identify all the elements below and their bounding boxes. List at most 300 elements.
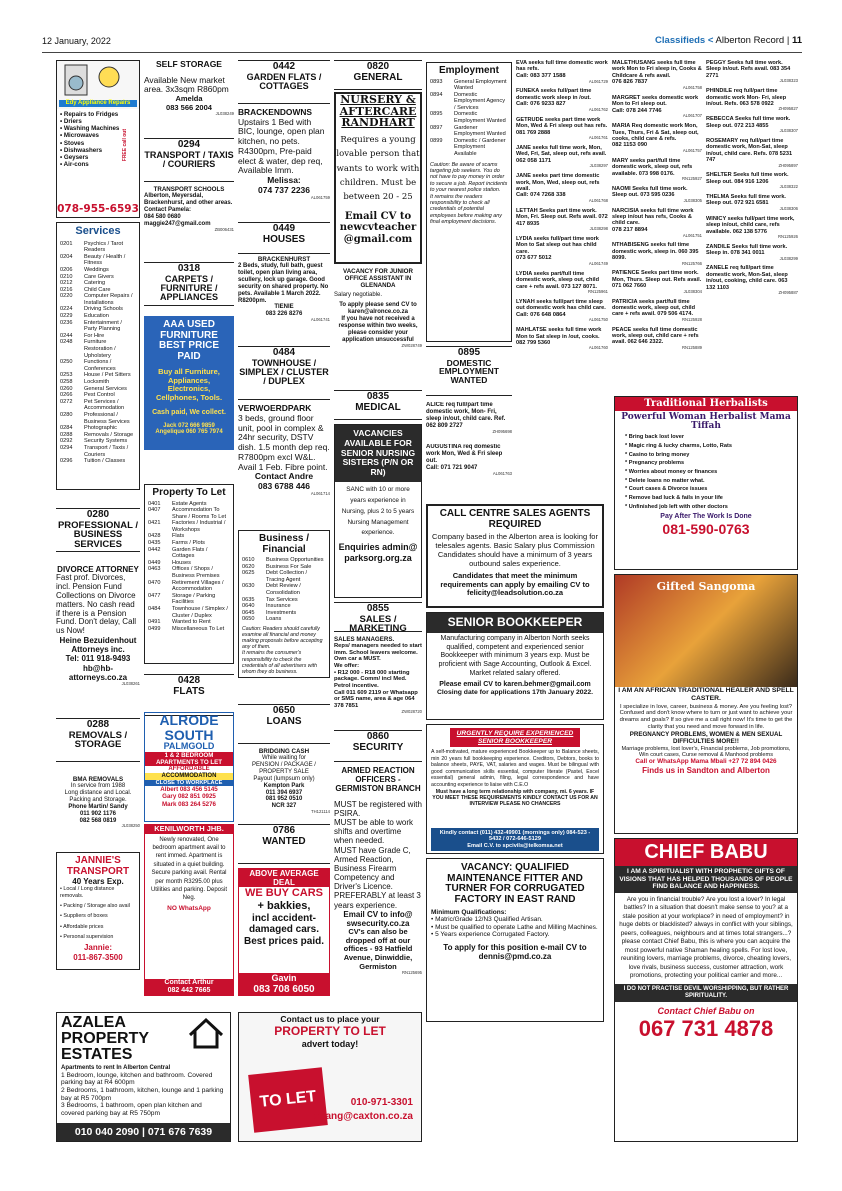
ad-title: ABOVE AVERAGE DEAL xyxy=(239,869,329,887)
aaa-furniture-ad xyxy=(144,316,234,450)
category-number: 0650 xyxy=(272,705,296,716)
ad-close: CLOSE TO WORKPLACE xyxy=(145,780,233,786)
ad-body: Requires a young lovable person that wants to work with children. Must be between 20 - 25 xyxy=(336,134,420,203)
ad-apply[interactable]: To apply for this position e-mail CV to dennis@pmd.co.za xyxy=(443,942,587,962)
ad-code: ZW028749 xyxy=(401,342,422,348)
category-0786 xyxy=(238,824,330,864)
ad-code: AL061763 xyxy=(492,470,512,476)
domestic-listing xyxy=(706,88,798,112)
list-code: 0212 xyxy=(60,280,73,287)
list-label: Weddings xyxy=(84,266,109,273)
list-code: 0280 xyxy=(60,411,73,418)
ad-note: NO WhatsApp xyxy=(167,904,211,912)
ad-closing: Closing date for applications 17th January 2022. xyxy=(437,688,593,696)
brackenhurst-ad xyxy=(238,256,330,346)
ad-title: VERWOERDPARK xyxy=(238,404,312,413)
business-title: Business / Financial xyxy=(258,533,310,555)
domestic-listing xyxy=(612,299,702,323)
property-to-let-promo xyxy=(238,1012,422,1142)
category-0650 xyxy=(238,704,330,744)
business-item xyxy=(242,583,326,596)
domestic-listing xyxy=(516,173,608,204)
services-item xyxy=(60,445,136,458)
domestic-listing-column-a xyxy=(516,60,608,490)
ad-subtitle: 40 Years Exp. xyxy=(72,877,124,886)
ad-contact: Contact Chief Babu on xyxy=(657,1005,755,1016)
domestic-listing xyxy=(612,123,702,154)
ad-location: Finds us in Sandton and Alberton xyxy=(642,765,770,775)
domestic-listing xyxy=(706,172,798,190)
listing-code: JL038307 xyxy=(779,128,798,134)
senior-bookkeeper-ad xyxy=(426,612,604,720)
ad-contact[interactable]: Jack 072 666 9859 Angelique 060 765 7974 xyxy=(155,422,223,436)
ad-phone[interactable]: 081-590-0763 xyxy=(662,521,750,538)
listing-phone[interactable]: Call: 083 377 1588 xyxy=(516,72,566,79)
ad-body: While waiting for PENSION / PACKAGE / PROPERTY SALE Payout (lumpsum only) xyxy=(252,755,316,782)
category-title: HOUSES xyxy=(262,233,306,245)
domestic-listing xyxy=(612,186,702,204)
listing-text: MALETHUSANG seeks full time work Mon to Fri sleep in, Cooks & Childcare & refs avail. xyxy=(612,60,702,79)
ad-location: Kempton Park xyxy=(263,782,305,789)
list-label: Driving Schools xyxy=(84,306,123,313)
business-item xyxy=(242,570,326,583)
listing-code: AL061749 xyxy=(588,260,608,266)
list-label: Beauty / Health / Fitness xyxy=(84,253,126,267)
listing-code: RN125889 xyxy=(681,344,702,350)
list-label: Houses xyxy=(172,559,191,566)
property-item xyxy=(148,606,230,619)
category-0288 xyxy=(56,718,140,762)
promo-phone[interactable]: 010-971-3301 xyxy=(350,1097,413,1108)
employment-item xyxy=(430,92,508,112)
ad-contact[interactable]: Phone Martin/ Sandy 011 902 1176 082 568 0819 xyxy=(68,803,128,824)
ad-code: RN125695 xyxy=(401,970,422,976)
we-buy-cars-ad xyxy=(238,868,330,996)
paper-name: Alberton Record xyxy=(715,36,785,46)
listing-phone[interactable]: Call: 076 648 0864 xyxy=(516,311,566,318)
property-item xyxy=(148,593,230,606)
promo-email[interactable]: logang@caxton.co.za xyxy=(310,1111,413,1122)
ad-phone[interactable]: 083 566 2004 xyxy=(166,102,212,112)
listing-code: AL061762 xyxy=(588,106,608,112)
listing-phone[interactable]: 076 826 7837 xyxy=(612,79,648,86)
herbalist-item: * Bring back lost lover xyxy=(625,434,685,441)
ad-body: Newly renovated, One bedroom apartment avail to rent immed. Apartment is situated in a quiet building. Secure parking avail. Rental per month R3295.00 plus Utilities and parking. Deposit Neg. xyxy=(150,836,228,902)
category-title: TRANSPORT / TAXIS / COURIERS xyxy=(144,149,234,169)
list-code: 0204 xyxy=(60,253,73,260)
listing-text: THELMA Seeks full time work. Sleep out. 072 921 6581 xyxy=(706,194,786,207)
property-item xyxy=(148,501,230,508)
business-item xyxy=(242,564,326,571)
category-number: 0484 xyxy=(272,347,296,358)
category-0442 xyxy=(238,60,330,104)
promo-top: Contact us to place your xyxy=(280,1014,380,1024)
list-label: Farms / Plots xyxy=(172,540,205,547)
category-0318 xyxy=(144,262,234,306)
category-number: 0786 xyxy=(272,825,296,836)
list-code: 0294 xyxy=(60,444,73,451)
domestic-listing xyxy=(612,208,702,239)
listing-phone[interactable]: 073 677 5012 xyxy=(516,255,552,262)
services-item xyxy=(60,386,136,393)
services-item xyxy=(60,339,136,359)
listing-code: AL061761 xyxy=(588,134,608,140)
ad-contact-name: Gavin xyxy=(271,973,297,984)
ad-subtitle: Apartments to rent In Alberton Central xyxy=(61,1065,171,1071)
ad-apply[interactable]: To apply please send CV to karen@alronce.co.za If you have not received a response within two weeks, please consider your application unsuccessful xyxy=(338,302,418,343)
edy-item: • Driers xyxy=(60,118,82,126)
list-code: 0449 xyxy=(148,559,161,566)
edy-logo xyxy=(57,61,139,109)
ad-line: incl accident-damaged cars. xyxy=(248,912,320,936)
ad-contact[interactable]: Kindly contact (011) 432-49901 (mornings only) 084-523 - 5432 / 072-646-5129 Email C.V. to spcivils@telkomsa.net xyxy=(431,828,599,851)
list-code: 0272 xyxy=(60,398,73,405)
ad-contact[interactable]: Contact Arthur 082 442 7665 xyxy=(145,979,233,995)
list-code: 0650 xyxy=(242,616,255,623)
edy-list xyxy=(57,109,139,168)
junior-office-ad xyxy=(334,268,422,388)
header-separator: | xyxy=(786,36,790,46)
ad-body: Available New market area. 3x3sqm R860pm xyxy=(144,74,229,95)
list-label: General Services xyxy=(84,385,127,392)
list-label: Professional / Business Services xyxy=(84,411,130,425)
edy-item: • Washing Machines xyxy=(60,125,120,133)
ad-title: TRANSPORT SCHOOLS xyxy=(153,186,225,193)
employment-title: Employment xyxy=(438,65,499,76)
property-item xyxy=(148,580,230,593)
list-label: Security Systems xyxy=(84,438,128,445)
ad-body: Reps/ managers needed to start imm. School leavers welcome. Own car a MUST. We offer: • R12 000 - R18 000 starting package. Comm/ incl Med. Petrol incentive. Call 011 609 2119 or Whatsapp or SMS name, area & age 064 378 7851 xyxy=(334,643,422,710)
ad-title: CHIEF BABU xyxy=(615,839,797,866)
issue-date: 12 January, 2022 xyxy=(42,36,111,46)
ad-heading: I AM AN AFRICAN TRADITIONAL HEALER AND SPELL CASTER. xyxy=(618,687,794,702)
property-item xyxy=(148,626,230,633)
herbalist-item: * Delete loans no matter what. xyxy=(625,477,705,484)
ad-email[interactable]: Email CV to info@ swsecurity.co.za xyxy=(343,909,413,928)
ad-title: SENIOR BOOKKEEPER xyxy=(427,613,603,633)
jannies-transport-ad xyxy=(56,852,140,970)
list-code: 0229 xyxy=(60,313,73,320)
list-label: Business For Sale xyxy=(266,563,312,570)
ad-contact-name: Jannie: xyxy=(83,943,112,953)
verwoerdpark-ad xyxy=(238,404,330,522)
listing-phone[interactable]: Call: 078 244 7746 xyxy=(612,107,662,114)
ad-phone[interactable]: Albert 083 456 5145 xyxy=(160,786,218,794)
ad-contact[interactable]: Contact Andre 083 6788 446 xyxy=(254,471,314,492)
promo-title: PROPERTY TO LET xyxy=(274,1023,386,1038)
employment-item xyxy=(430,111,508,124)
services-item xyxy=(60,458,136,465)
domestic-listing xyxy=(706,244,798,262)
list-code: 0491 xyxy=(148,619,161,626)
category-number: 0318 xyxy=(177,263,201,274)
ad-title: VACANCY FOR JUNIOR OFFICE ASSISTANT IN GLENANDA xyxy=(343,268,413,290)
list-label: Functions / Conferences xyxy=(84,359,116,372)
list-label: Factories / Industrial / Workshops xyxy=(172,520,226,533)
ad-cash: Cash paid, We collect. xyxy=(152,408,226,416)
services-item xyxy=(60,274,136,281)
listing-phone[interactable]: 082 1153 090 xyxy=(612,142,648,149)
list-code: 0216 xyxy=(60,286,73,293)
services-item xyxy=(60,412,136,425)
domestic-listing xyxy=(706,138,798,169)
ad-body: Buy all Furniture, Appliances, Electronics, Cellphones, Tools. xyxy=(155,367,223,402)
edy-item: • Geysers xyxy=(60,153,89,161)
listing-code: ZH095827 xyxy=(778,106,798,112)
ad-phone[interactable]: 067 731 4878 xyxy=(638,1015,774,1041)
list-label: Insurance xyxy=(266,603,291,610)
list-label: Locksmith xyxy=(84,379,110,386)
ad-title: JANNIE'S TRANSPORT xyxy=(66,855,130,877)
list-code: 0610 xyxy=(242,557,255,563)
property-list xyxy=(148,501,230,633)
list-code: 0248 xyxy=(60,339,73,346)
ad-email[interactable]: Please email CV to karen.behmer@gmail.com xyxy=(439,680,591,688)
urgent-bookkeeper-ad xyxy=(426,724,604,854)
list-label: Domestic Employment Wanted xyxy=(454,111,506,125)
services-item xyxy=(60,359,136,372)
herbalist-item: * Remove bad luck & fails in your life xyxy=(625,494,723,501)
listing-text: ROSEMARY req full/part time domestic work, Mon-Sat, sleep in/out, child care. Refs. 078 5231 747 xyxy=(706,137,793,164)
ad-title: KENILWORTH JHB. xyxy=(145,825,233,834)
category-0895 xyxy=(426,346,512,396)
ad-line: Best prices paid. xyxy=(243,935,325,947)
ad-phone[interactable]: Call or WhatsApp Mama Mbali +27 72 894 0426 xyxy=(635,758,777,766)
domestic-listing xyxy=(516,117,608,141)
ad-code: JL038261 xyxy=(121,680,140,686)
business-caution: Caution: Readers should carefully examine all financial and money making proposals before accepting any of them. It remains the consumer's responsibility to check the credentials of all advertisers with whom they do business. xyxy=(242,625,323,675)
domestic-listing xyxy=(612,327,702,351)
page-number: 11 xyxy=(791,36,802,46)
ad-item: • Packing / Storage also avail xyxy=(60,902,130,909)
listing-text: FUNEKA seeks full/part time domestic work sleep in /out. xyxy=(516,88,592,101)
ad-phone[interactable]: 011 394 6937 081 952 0510 xyxy=(265,789,303,803)
category-0484 xyxy=(238,346,330,400)
listing-code: AL061751 xyxy=(682,232,702,238)
list-code: 0635 xyxy=(242,596,255,603)
ad-title: NURSERY & AFTERCARE RANDHART xyxy=(339,93,417,130)
category-title: TOWNHOUSE / SIMPLEX / CLUSTER / DUPLEX xyxy=(239,357,329,387)
list-label: Business Opportunities xyxy=(266,557,324,563)
list-label: Townhouse / Simplex / Cluster / Duplex xyxy=(172,606,228,619)
list-label: Entertainment / Party Planning xyxy=(84,319,122,333)
ad-body: I specialize in love, career, business & money. Are you feeling lost? Confused and don't know where to turn or just want to achieve your dreams and goals? If so give me a call right now! It's time to get the clarity that you need and move forward in life. xyxy=(619,703,793,730)
category-0449 xyxy=(238,222,330,254)
edy-item: • Microwaves xyxy=(60,132,99,140)
ad-banner: Traditional Herbalists xyxy=(615,397,797,411)
services-item xyxy=(60,432,136,439)
ad-enquiries[interactable]: Enquiries admin@ parksorg.org.za xyxy=(338,542,418,563)
ad-body: Salary negotiable. xyxy=(334,292,383,299)
list-code: 0288 xyxy=(60,431,73,438)
cars-contact xyxy=(239,973,329,995)
header-right xyxy=(655,36,802,47)
list-code: 0463 xyxy=(148,566,161,573)
business-item xyxy=(242,557,326,564)
services-item xyxy=(60,293,136,306)
ad-item: 3 Bedrooms, 1 bathroom, open plan kitchen and covered parking bay at R5 750pm xyxy=(61,1102,202,1117)
ad-phone[interactable]: Call: 071 721 9047 xyxy=(426,464,478,471)
list-label: Education xyxy=(84,313,109,320)
house-icon xyxy=(186,1015,226,1051)
ad-phone[interactable]: 074 737 2236 xyxy=(258,185,310,196)
header-rule xyxy=(42,52,802,53)
list-label: Loans xyxy=(266,616,282,623)
category-number: 0835 xyxy=(366,391,390,402)
ad-body: In service from 1988 Long distance and Local. Packing and Storage. xyxy=(64,783,132,803)
promo-sub: advert today! xyxy=(301,1038,359,1049)
listing-text: PATRICIA seeks part/full time domestic work, sleep out, child care + refs avail. 079 506 4174. xyxy=(612,298,695,318)
ad-code: ZH095698 xyxy=(492,428,512,434)
list-label: Tuition / Classes xyxy=(84,458,126,465)
ad-body: Manufacturing company in Alberton North seeks qualified, competent and experienced senior Bookkeeper with minimum 3 years exp. Must be proficient with Sage Accounting, Outlook & Excel. Market related salary offered. xyxy=(438,634,592,677)
listing-code: AL061760 xyxy=(588,345,608,351)
listing-text: PATIENCE Seeks part time work. Mon, Thurs. Sleep out. Refs avail. 071 062 7660 xyxy=(612,270,702,290)
edy-phone: 078-955-6593 xyxy=(57,202,139,215)
listing-code: JL038323 xyxy=(779,78,798,84)
list-code: 0897 xyxy=(430,124,443,131)
list-label: Transport / Taxis / Couriers xyxy=(84,444,129,458)
listing-text: PHINDILE req full/part time domestic work Mon- Fri, sleep in/out. Refs. 063 578 0922 xyxy=(706,88,787,107)
listing-phone[interactable]: 078 217 8894 xyxy=(612,226,648,233)
fitter-turner-ad xyxy=(426,858,604,1022)
ad-body: Fast prof. Divorces, incl. Pension Fund Collections on Divorce matters. No cash read if there is a Pension Fund. Don't delay, Call us Now! xyxy=(56,573,137,636)
list-label: Domestic / Gardener Employment Available xyxy=(454,137,506,158)
list-label: Computer Repairs / Installations xyxy=(84,293,133,306)
ad-phone[interactable]: Mark 083 264 5276 xyxy=(161,800,216,808)
category-0860 xyxy=(334,730,422,762)
domestic-listing xyxy=(516,327,608,351)
listing-text: NTHABISENG seeks full time domestic work, sleep in. 060 395 8099. xyxy=(612,242,699,262)
herbalist-list xyxy=(615,431,797,513)
brackendowns-ad xyxy=(238,108,330,218)
ad-email[interactable]: hb@hb-attorneys.co.za xyxy=(68,663,128,682)
list-label: Retirement Villages / Accommodation xyxy=(172,579,224,593)
list-code: 0442 xyxy=(148,546,161,553)
list-label: Miscellaneous To Let xyxy=(172,625,225,632)
services-list xyxy=(60,241,136,465)
sangoma-photo xyxy=(615,575,797,687)
list-code: 0260 xyxy=(60,385,73,392)
category-title: WANTED xyxy=(262,835,306,847)
list-label: Domestic Employment Agency / Services xyxy=(454,91,505,111)
property-item xyxy=(148,560,230,567)
listing-code: RN125927 xyxy=(681,176,702,182)
listing-code: AL061758 xyxy=(682,84,702,90)
list-code: 0250 xyxy=(60,359,73,366)
category-number: 0820 xyxy=(366,61,390,72)
employment-item xyxy=(430,138,508,158)
list-code: 0893 xyxy=(430,78,443,85)
services-index xyxy=(56,222,140,490)
services-item xyxy=(60,280,136,287)
to-let-sign-icon: TO LET xyxy=(248,1067,328,1132)
listing-phone[interactable]: Call: 074 7268 338 xyxy=(516,192,566,199)
list-code: 0645 xyxy=(242,609,255,616)
list-code: 0894 xyxy=(430,91,443,98)
ad-phone[interactable]: 083 226 8276 xyxy=(265,311,303,318)
list-code: 0253 xyxy=(60,372,73,379)
employment-list xyxy=(430,79,508,158)
sales-managers-ad xyxy=(334,636,422,726)
business-item xyxy=(242,610,326,617)
list-label: Debt Collection / Tracing Agent xyxy=(266,570,308,583)
category-0428 xyxy=(144,674,234,716)
employment-caution: Caution: Be aware of scams targeting job seekers. You do not have to pay money in order to secure a job. Report incidents to your nearest police station. It remains the readers responsibility to check all credentials of potential employees before making any final employment decisions. xyxy=(430,161,508,225)
kenilworth-ad xyxy=(144,824,234,996)
listing-code: RN125926 xyxy=(777,233,798,239)
ad-phone[interactable]: 011-867-3500 xyxy=(73,952,123,962)
services-item xyxy=(60,267,136,274)
list-code: 0484 xyxy=(148,606,161,612)
ad-title: DIVORCE ATTORNEY xyxy=(57,566,139,574)
domestic-listing xyxy=(612,60,702,91)
listing-phone[interactable]: 062 058 1171 xyxy=(516,157,552,164)
edy-item: • Air-cons xyxy=(60,160,89,168)
ad-item: • 5 Years experience Corrugated Factory. xyxy=(431,931,550,939)
list-code: 0640 xyxy=(242,603,255,610)
ad-item: • Affordable prices xyxy=(60,923,104,930)
ad-apply[interactable]: Candidates that meet the minimum requirements can apply by emailing CV to felicity@leadsolution.co.za xyxy=(440,571,590,598)
property-item xyxy=(148,566,230,579)
list-code: 0401 xyxy=(148,500,161,507)
list-label: Wanted to Rent xyxy=(172,619,211,626)
listing-phone[interactable]: Call: 076 9233 827 xyxy=(516,101,566,108)
ad-title: SALES MANAGERS. xyxy=(334,636,395,643)
edy-item: • Repairs to Fridges xyxy=(60,111,119,118)
ad-subtitle: PALMGOLD xyxy=(163,741,215,752)
ad-phone[interactable]: Gary 082 851 0925 xyxy=(162,793,216,801)
ad-afford: AFFORDABLE xyxy=(168,766,210,773)
list-label: For Hire xyxy=(84,332,105,339)
category-0280 xyxy=(56,508,140,552)
category-number: 0280 xyxy=(86,509,110,520)
category-title: REMOVALS / STORAGE xyxy=(68,729,128,751)
listing-code: AL061707 xyxy=(682,113,702,119)
ad-note: Must have a long term relationship with company, mi. 6 years. IF YOU MEET THESE REQUIREMENTS KINDLY CONTACT US FOR AN INTERVIEW PLEASE NO CHANCERS xyxy=(432,789,598,808)
ad-code: ZW028720 xyxy=(401,708,422,714)
ad-code: JL038249 xyxy=(215,111,234,117)
ad-code: ZB006431 xyxy=(214,226,234,232)
ad-phone[interactable]: Tel: 011 918-9493 xyxy=(65,654,131,664)
category-title: DOMESTIC EMPLOYMENT WANTED xyxy=(439,357,499,386)
domestic-listing xyxy=(706,60,798,84)
list-code: 0435 xyxy=(148,540,161,547)
alrode-south-ad xyxy=(144,712,234,822)
chief-babu-ad xyxy=(614,838,798,1142)
listing-text: MARIA Req domestic work Mon, Tues, Thurs, Fri & Sat, sleep out, cooks, child care & refs. xyxy=(612,123,699,142)
ad-title: VACANCY: QUALIFIED MAINTENANCE FITTER AND TURNER FOR CORRUGATED FACTORY IN EAST RAND xyxy=(445,862,585,905)
ad-phone[interactable]: 010 040 2090 | 071 676 7639 xyxy=(57,1123,230,1141)
ad-title: BRIDGING CASH xyxy=(258,748,310,755)
list-label: Flats xyxy=(172,533,185,540)
list-code: 0201 xyxy=(60,240,73,247)
listing-code: JL038305 xyxy=(683,197,702,203)
ad-body: 3 beds, ground floor unit, pool in complex & 24hr security, DSTV dish. 1.5 month dep req. R7800pm excl W&L. Avail 1 Feb. Fibre point. xyxy=(238,412,330,472)
ad-title: ALRODE SOUTH xyxy=(159,712,219,743)
list-code: 0266 xyxy=(60,392,73,399)
ad-email[interactable]: Email CV to newcvteacher @gmail.com xyxy=(339,210,417,245)
augustina-ad xyxy=(426,444,512,488)
ad-phone[interactable]: 083 708 6050 xyxy=(253,983,315,995)
ad-firm: Heine Bezuidenhout Attorneys inc. xyxy=(59,635,137,655)
business-index xyxy=(238,530,330,678)
services-item xyxy=(60,399,136,412)
list-label: Estate Agents xyxy=(172,500,207,507)
edy-item: • Stoves xyxy=(60,139,85,147)
listing-text: NARCISIA seeks full time work sleep in/out has refs, Cooks & child care. xyxy=(612,207,694,227)
section-name: Classifieds xyxy=(655,36,706,46)
